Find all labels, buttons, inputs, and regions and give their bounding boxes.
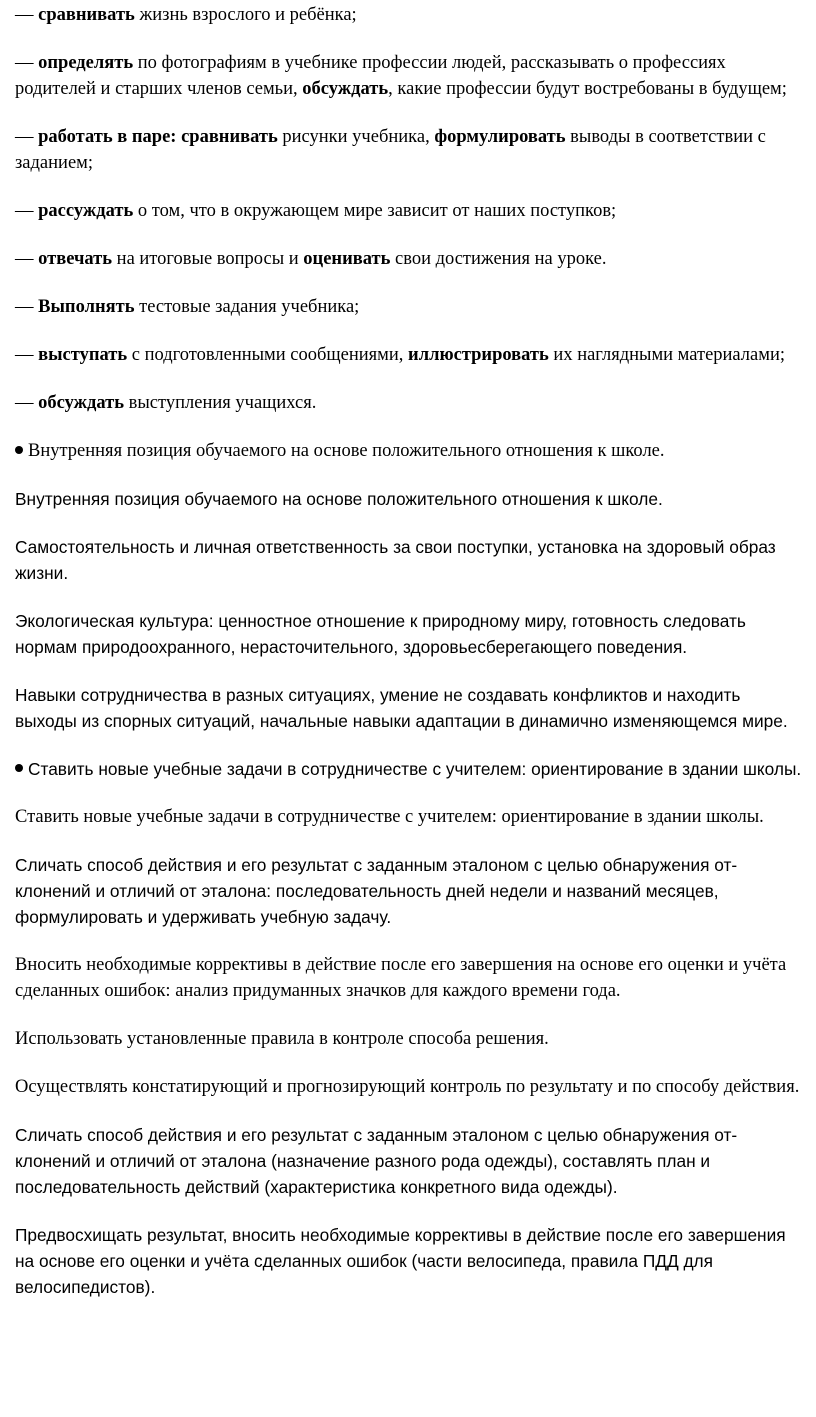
activity-item [15, 198, 805, 224]
document-page [15, 0, 805, 1300]
bullet-item-personal [15, 438, 805, 464]
personal-item: Навыки сотрудничества в разных ситуациях, умение не создавать конфликтов и находить выходы из спорных ситуаций, начальные навыки адаптации в динамично изменяющемся мире. [15, 685, 788, 731]
activity-text: жизнь взрослого и ребёнка; [134, 5, 357, 25]
activity-verb: Выполнять [38, 297, 135, 317]
dash: — [15, 249, 39, 269]
activity-verb: обсуждать [302, 79, 389, 99]
activity-text: , какие профессии будут востребованы в будущем; [388, 79, 787, 99]
bullet-text: Ставить новые учебные задачи в сотрудничестве с учителем: ориентирование в здании школы. [28, 759, 802, 779]
regulatory-item: Вносить необходимые коррективы в действие после его завершения на основе его оценки и учёта сделанных ошибок: анализ придуманных значков для каждого времени года. [15, 955, 787, 1001]
activity-item [15, 294, 805, 320]
regulatory-item: Сличать способ действия и его результат с заданным эталоном с целью обнаружения от-клонений и отличий от эталона: последовательность дней недели и названий месяцев, формулировать и удерживать учебную задачу. [15, 855, 738, 927]
bullet-text: Внутренняя позиция обучаемого на основе положительного отношения к школе. [28, 441, 665, 461]
regulatory-item: Предвосхищать результат, вносить необходимые коррективы в действие после его завершения на основе его оценки и учёта сделанных ошибок (части велосипеда, правила ПДД для велосипедистов). [15, 1225, 786, 1297]
dash: — [15, 393, 39, 413]
activity-verb: работать в паре: сравнивать [38, 127, 278, 147]
activity-text: их наглядными материалами; [548, 345, 785, 365]
activity-text: по фотографиям в учебнике профессии людей, рассказывать о профессиях родителей и старших членов семьи, [15, 53, 726, 99]
activity-text: о том, что в окружающем мире зависит от наших поступков; [133, 201, 617, 221]
regulatory-item: Осуществлять констатирующий и прогнозирующий контроль по результату и по способу действия. [15, 1077, 800, 1097]
dash: — [15, 297, 39, 317]
activity-verb: формулировать [434, 127, 566, 147]
regulatory-item: Сличать способ действия и его результат с заданным эталоном с целью обнаружения от-клонений и отличий от эталона (назначение разного рода одежды), составлять план и последовательность действий (характеристика конкретного вида одежды). [15, 1125, 738, 1197]
dash: — [15, 5, 39, 25]
bullet-icon [15, 446, 23, 454]
activity-item [15, 342, 805, 368]
dash: — [15, 201, 39, 221]
activity-verb: рассуждать [38, 201, 134, 221]
activity-verb: отвечать [38, 249, 113, 269]
dash: — [15, 53, 39, 73]
activity-item [15, 50, 805, 102]
personal-item: Внутренняя позиция обучаемого на основе положительного отношения к школе. [15, 489, 663, 509]
activity-text: на итоговые вопросы и [112, 249, 304, 269]
personal-item: Самостоятельность и личная ответственность за свои поступки, установка на здоровый образ жизни. [15, 537, 776, 583]
activity-verb: оценивать [303, 249, 391, 269]
activity-text: с подготовленными сообщениями, [127, 345, 409, 365]
activity-text: свои достижения на уроке. [390, 249, 607, 269]
activity-verb: иллюстрировать [408, 345, 549, 365]
regulatory-item: Ставить новые учебные задачи в сотрудничестве с учителем: ориентирование в здании школы. [15, 807, 764, 827]
activity-text: тестовые задания учебника; [134, 297, 360, 317]
activity-text: выводы в соответствии с заданием; [15, 127, 766, 173]
activity-item [15, 124, 805, 176]
activity-item [15, 246, 805, 272]
regulatory-item: Использовать установленные правила в контроле способа решения. [15, 1029, 549, 1049]
activity-item [15, 390, 805, 416]
activity-verb: выступать [38, 345, 128, 365]
activity-verb: определять [38, 53, 134, 73]
dash: — [15, 127, 39, 147]
activity-item [15, 2, 805, 28]
activity-text: выступления учащихся. [124, 393, 317, 413]
activity-text: рисунки учебника, [277, 127, 435, 147]
activity-verb: обсуждать [38, 393, 125, 413]
activity-verb: сравнивать [38, 5, 135, 25]
bullet-item-regulatory [15, 756, 805, 782]
personal-item: Экологическая культура: ценностное отношение к природному миру, готовность следовать нормам природоохранного, нерасточительного, здоровьесберегающего поведения. [15, 611, 746, 657]
bullet-icon [15, 764, 23, 772]
dash: — [15, 345, 39, 365]
